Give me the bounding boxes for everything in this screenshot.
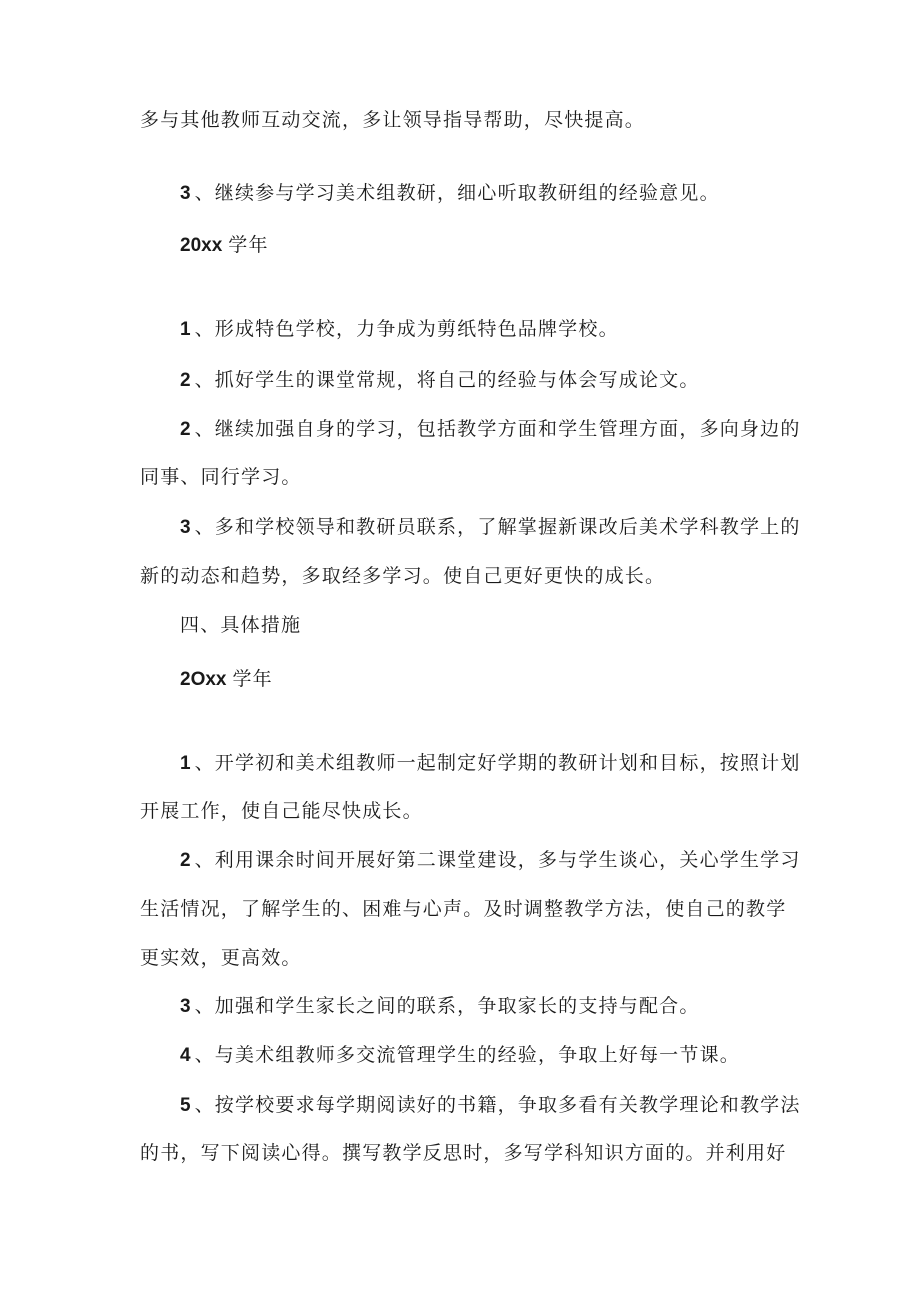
list-item-continuation [140,564,790,588]
year-label: 学年 [232,668,273,690]
item-text: 、按学校要求每学期阅读好的书籍，争取多看有关教学理论和教学法 [194,1094,801,1116]
list-item [180,1043,790,1068]
list-item [180,368,790,393]
year-label: 学年 [228,234,269,256]
section-title: 四、具体措施 [180,614,302,636]
item-number: 4 [180,1045,191,1066]
list-item-continuation [140,1141,790,1165]
item-text: 、加强和学生家长之间的联系，争取家长的支持与配合。 [194,995,700,1017]
item-text: 、抓好学生的课堂常规，将自己的经验与体会写成论文。 [194,369,700,391]
list-item [180,181,790,206]
item-number: 3 [180,517,191,538]
year-heading [180,667,790,692]
item-text: 的书，写下阅读心得。撰写教学反思时，多写学科知识方面的。并利用好 [140,1142,787,1164]
item-text: 生活情况，了解学生的、困难与心声。及时调整教学方法，使自己的教学 [140,898,787,920]
item-text: 、开学初和美术组教师一起制定好学期的教研计划和目标，按照计划 [194,752,801,774]
item-number: 3 [180,183,191,204]
item-text: 更实效，更高效。 [140,947,302,969]
paragraph-continuation [140,108,790,132]
item-text: 、形成特色学校，力争成为剪纸特色品牌学校。 [194,318,619,340]
list-item-continuation [140,465,790,489]
list-item [180,848,801,873]
item-number: 2 [180,850,191,871]
item-number: 1 [180,319,191,340]
list-item [180,317,790,342]
list-item [180,1093,801,1118]
item-text: 、继续加强自身的学习，包括教学方面和学生管理方面，多向身边的 [194,418,801,440]
list-item-continuation [140,946,790,970]
list-item-continuation [140,799,790,823]
item-number: 3 [180,996,191,1017]
year-heading [180,233,790,258]
item-text: 新的动态和趋势，多取经多学习。使自己更好更快的成长。 [140,565,666,587]
item-number: 5 [180,1095,191,1116]
year-number: 2Oxx [180,669,227,690]
item-text: 、与美术组教师多交流管理学生的经验，争取上好每一节课。 [194,1044,740,1066]
item-text: 、继续参与学习美术组教研，细心听取教研组的经验意见。 [194,182,720,204]
year-number: 20xx [180,235,223,256]
section-heading [180,613,790,637]
list-item [180,417,801,442]
item-text: 、多和学校领导和教研员联系，了解掌握新课改后美术学科教学上的 [194,516,801,538]
list-item [180,515,801,540]
list-item [180,751,801,776]
item-number: 2 [180,419,191,440]
list-item-continuation [140,897,790,921]
item-text: 、利用课余时间开展好第二课堂建设，多与学生谈心，关心学生学习 [194,849,801,871]
paragraph-text: 多与其他教师互动交流，多让领导指导帮助，尽快提高。 [140,109,646,131]
item-number: 1 [180,753,191,774]
item-text: 开展工作，使自己能尽快成长。 [140,800,423,822]
list-item [180,994,790,1019]
item-number: 2 [180,370,191,391]
item-text: 同事、同行学习。 [140,466,302,488]
